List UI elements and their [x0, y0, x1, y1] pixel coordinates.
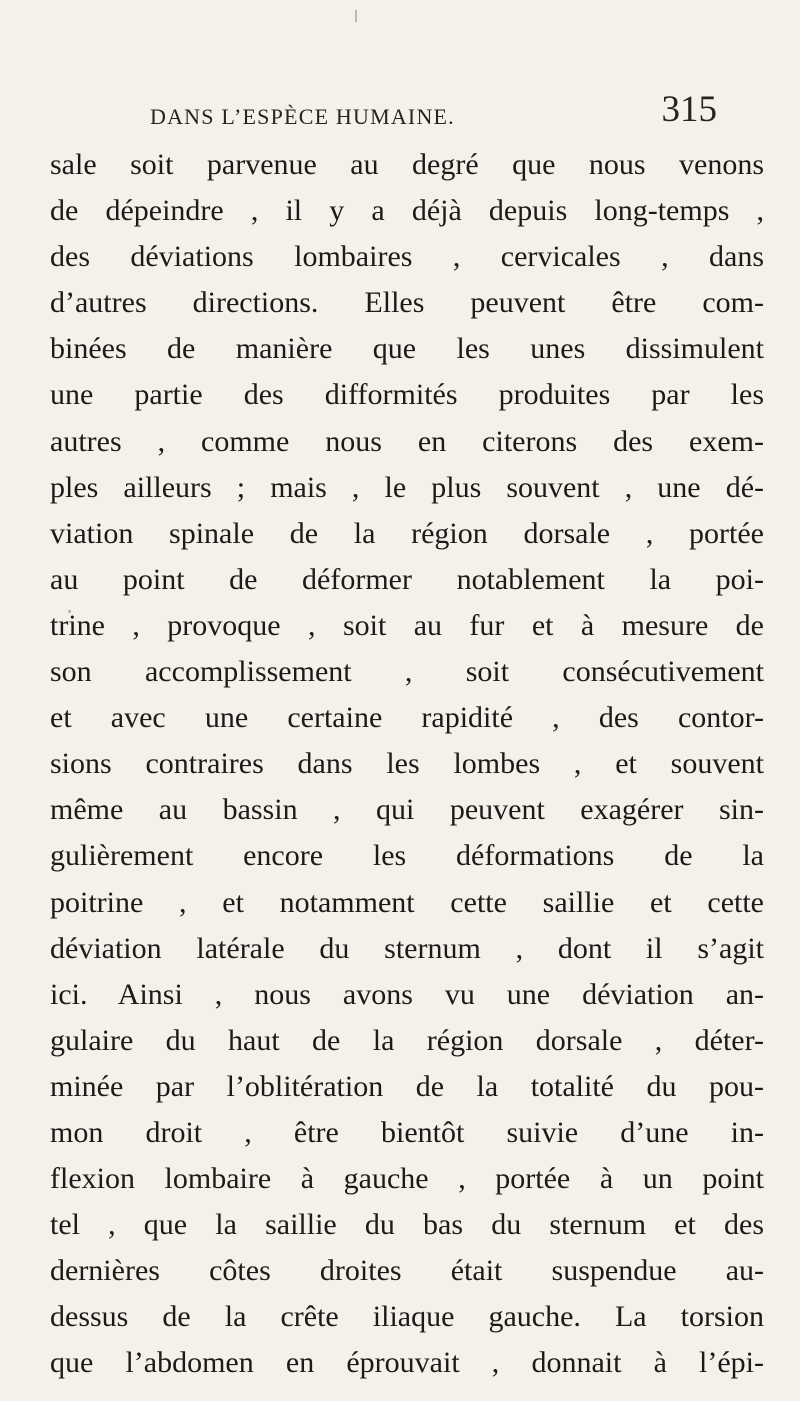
text-line: mon droit , être bientôt suivie d’une in- [50, 1115, 764, 1149]
page-header [0, 88, 800, 148]
running-head: DANS L’ESPÈCE HUMAINE. [150, 104, 455, 129]
text-line: poitrine , et notamment cette saillie et cette [50, 885, 764, 919]
text-line: binées de manière que les unes dissimulent [50, 332, 764, 366]
text-line: sale soit parvenue au degré que nous venons [50, 148, 764, 181]
text-line: sions contraires dans les lombes , et souvent [50, 747, 764, 781]
text-line: gulièrement encore les déformations de la [50, 839, 764, 873]
text-line: une partie des difformités produites par les [50, 378, 764, 412]
text-line: trine , provoque , soit au fur et à mesure de [50, 608, 764, 642]
text-line: et avec une certaine rapidité , des contor- [50, 701, 764, 735]
text-line: de dépeindre , il y a déjà depuis long-temps , [50, 194, 764, 228]
text-line: ici. Ainsi , nous avons vu une déviation an- [50, 977, 764, 1011]
text-line: dernières côtes droites était suspendue au- [50, 1254, 764, 1288]
scan-speck [355, 10, 357, 22]
text-line: viation spinale de la région dorsale , portée [50, 516, 764, 550]
text-line: ples ailleurs ; mais , le plus souvent , une dé- [50, 470, 764, 504]
text-line: minée par l’oblitération de la totalité du pou- [50, 1069, 764, 1103]
text-line: tel , que la saillie du bas du sternum et des [50, 1208, 764, 1242]
text-line: que l’abdomen en éprouvait , donnait à l’épi- [50, 1346, 764, 1380]
text-line: au point de déformer notablement la poi- [50, 562, 764, 596]
text-line: dessus de la crête iliaque gauche. La torsion [50, 1300, 764, 1334]
text-line: d’autres directions. Elles peuvent être com- [50, 286, 764, 320]
text-line: des déviations lombaires , cervicales , dans [50, 240, 764, 274]
body-text [50, 142, 764, 1387]
text-line: déviation latérale du sternum , dont il s’agit [50, 931, 764, 965]
text-line: flexion lombaire à gauche , portée à un point [50, 1162, 764, 1196]
page-number: 315 [661, 89, 717, 130]
text-line: son accomplissement , soit consécutivement [50, 655, 764, 689]
text-line: même au bassin , qui peuvent exagérer sin- [50, 793, 764, 827]
text-line: gulaire du haut de la région dorsale , déter- [50, 1023, 764, 1057]
text-line: autres , comme nous en citerons des exem- [50, 424, 764, 458]
